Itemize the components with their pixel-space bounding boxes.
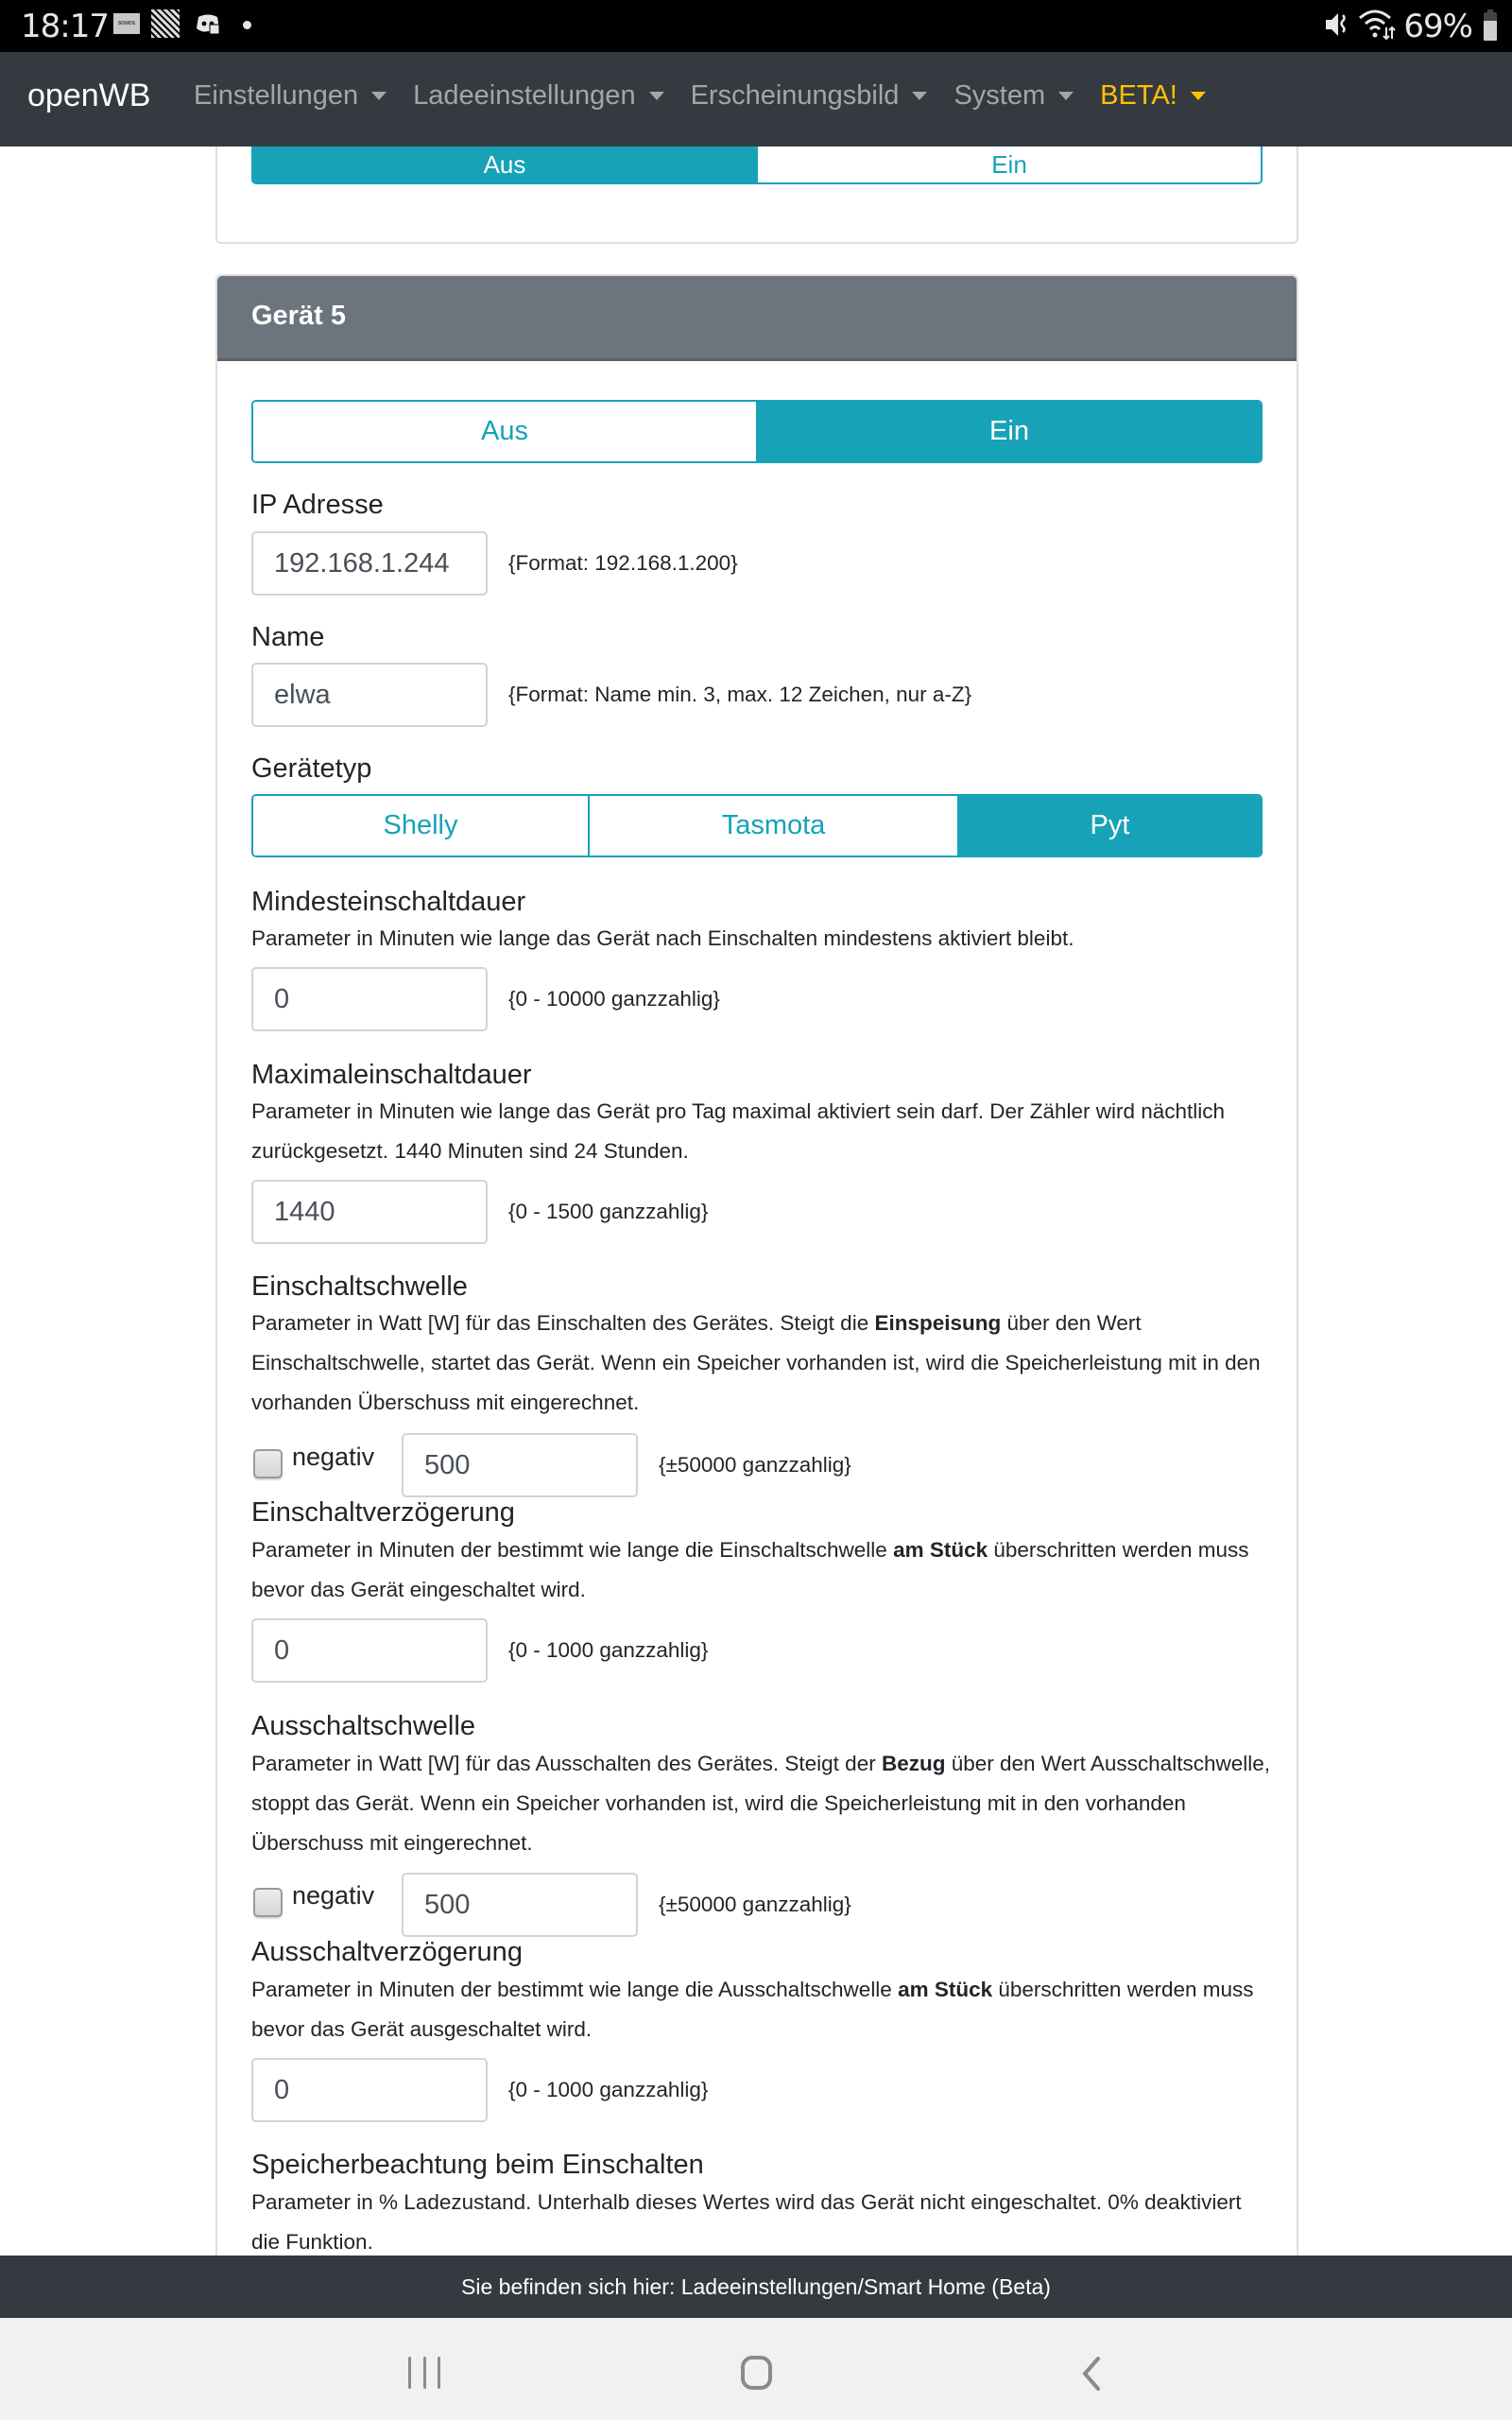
- battery-percent: 69%: [1403, 8, 1472, 45]
- max-on-description: Parameter in Minuten wie lange das Gerät pro Tag maximal aktiviert sein darf. Der Zähler wird nächtlich zurückgesetzt. 1440 Minuten sind 24 Stunden.: [251, 1099, 1226, 1163]
- off-threshold-input[interactable]: 500: [402, 1873, 638, 1937]
- on-threshold-hint: {±50000 ganzzahlig}: [659, 1453, 851, 1477]
- back-icon[interactable]: [1077, 2357, 1106, 2391]
- desc-text: Parameter in Watt [W] für das Einschalten des Gerätes. Steigt die: [251, 1311, 875, 1335]
- card-title: Gerät 5: [251, 301, 346, 331]
- recents-icon[interactable]: [408, 2357, 440, 2389]
- on-threshold-negative-checkbox[interactable]: [253, 1449, 283, 1478]
- previous-device-toggle: [251, 147, 1263, 184]
- min-on-input[interactable]: 0: [251, 967, 488, 1031]
- off-threshold-hint: {±50000 ganzzahlig}: [659, 1893, 851, 1916]
- max-on-input[interactable]: 1440: [251, 1180, 488, 1244]
- type-shelly-button[interactable]: Shelly: [253, 796, 588, 856]
- wifi-icon: [1358, 9, 1396, 45]
- off-threshold-negative-checkbox[interactable]: [253, 1888, 283, 1917]
- toggle-aus-button[interactable]: Aus: [253, 147, 756, 182]
- desc-text: überschritten werden muss bevor das Gerät eingeschaltet wird.: [251, 1538, 1249, 1601]
- on-delay-hint: {0 - 1000 ganzzahlig}: [508, 1638, 709, 1662]
- type-tasmota-button[interactable]: Tasmota: [588, 796, 957, 856]
- nav-item-ladeeinstellungen[interactable]: [413, 80, 663, 112]
- desc-text: Parameter in Minuten der bestimmt wie lange die Ausschaltschwelle: [251, 1978, 899, 2001]
- off-threshold-description: [251, 1744, 1272, 1863]
- device-enable-toggle: [251, 400, 1263, 463]
- on-delay-label: Einschaltverzögerung: [251, 1497, 515, 1528]
- battery-icon: [1484, 12, 1497, 41]
- sonos-icon: SONOS: [113, 13, 140, 34]
- off-delay-description: [251, 1970, 1272, 2049]
- desc-text: Parameter in Minuten der bestimmt wie lange die Einschaltschwelle: [251, 1538, 894, 1562]
- storage-label: Speicherbeachtung beim Einschalten: [251, 2150, 704, 2180]
- nav-item-label: Ladeeinstellungen: [413, 80, 636, 111]
- off-delay-hint: {0 - 1000 ganzzahlig}: [508, 2078, 709, 2101]
- nav-item-beta[interactable]: [1100, 80, 1206, 112]
- nav-item-label: Erscheinungsbild: [690, 80, 900, 111]
- max-on-hint: {0 - 1500 ganzzahlig}: [508, 1200, 709, 1223]
- on-threshold-description: [251, 1304, 1272, 1423]
- caret-down-icon: [1191, 92, 1206, 100]
- on-threshold-negative-label: negativ: [292, 1443, 375, 1471]
- breadcrumb-bar: [0, 2256, 1512, 2318]
- ip-label: IP Adresse: [251, 490, 384, 520]
- toggle-ein-button[interactable]: Ein: [756, 147, 1261, 182]
- nav-item-einstellungen[interactable]: [194, 80, 387, 112]
- caret-down-icon: [371, 92, 387, 100]
- min-on-label: Mindesteinschaltdauer: [251, 887, 526, 917]
- nav-item-label: System: [954, 80, 1046, 111]
- desc-text: über den Wert Einschaltschwelle, startet das Gerät. Wenn ein Speicher vorhanden ist, wird die Speicherleistung mit in den vorhanden Überschuss mit eingerechnet.: [251, 1311, 1261, 1414]
- caret-down-icon: [649, 92, 664, 100]
- desc-text: überschritten werden muss bevor das Gerät ausgeschaltet wird.: [251, 1978, 1254, 2041]
- min-on-hint: {0 - 10000 ganzzahlig}: [508, 987, 720, 1011]
- on-threshold-label: Einschaltschwelle: [251, 1271, 468, 1302]
- on-delay-input[interactable]: 0: [251, 1618, 488, 1683]
- off-threshold-negative-label: negativ: [292, 1881, 375, 1910]
- desc-text: über den Wert Ausschaltschwelle, stoppt das Gerät. Wenn ein Speicher vorhanden ist, wird die Speicherleistung mit in den vorhanden Überschuss mit eingerechnet.: [251, 1752, 1270, 1855]
- caret-down-icon: [912, 92, 927, 100]
- nav-item-label: BETA!: [1100, 80, 1177, 111]
- nav-item-label: Einstellungen: [194, 80, 359, 111]
- toggle-ein-button[interactable]: Ein: [756, 402, 1261, 461]
- breadcrumb: Sie befinden sich hier: Ladeeinstellungen/Smart Home (Beta): [461, 2273, 1051, 2299]
- toggle-aus-button[interactable]: Aus: [253, 402, 756, 461]
- on-delay-description: [251, 1530, 1272, 1610]
- ip-hint: {Format: 192.168.1.200}: [508, 551, 738, 575]
- desc-emphasis: am Stück: [898, 1978, 993, 2001]
- nav-item-system[interactable]: [954, 80, 1074, 112]
- name-hint: {Format: Name min. 3, max. 12 Zeichen, nur a-Z}: [508, 683, 972, 706]
- storage-description: Parameter in % Ladezustand. Unterhalb dieses Wertes wird das Gerät nicht eingeschaltet. 0% deaktiviert die Funktion.: [251, 2190, 1242, 2254]
- min-on-description: Parameter in Minuten wie lange das Gerät nach Einschalten mindestens aktiviert bleibt.: [251, 926, 1074, 950]
- card-header: [217, 276, 1297, 361]
- navbar: [0, 52, 1512, 147]
- desc-emphasis: am Stück: [893, 1538, 988, 1562]
- brand-logo[interactable]: openWB: [27, 78, 151, 113]
- device-type-selector: [251, 794, 1263, 857]
- desc-text: Parameter in Watt [W] für das Ausschalten des Gerätes. Steigt der: [251, 1752, 882, 1775]
- nav-menu: [194, 80, 1232, 112]
- nav-item-erscheinungsbild[interactable]: [691, 80, 928, 112]
- caret-down-icon: [1058, 92, 1074, 100]
- status-time: 18:17: [21, 8, 109, 45]
- off-threshold-label: Ausschaltschwelle: [251, 1711, 475, 1741]
- status-system-icons: [1324, 6, 1497, 47]
- status-bar: [0, 0, 1512, 52]
- home-icon[interactable]: [741, 2356, 772, 2390]
- off-delay-label: Ausschaltverzögerung: [251, 1937, 523, 1967]
- off-delay-input[interactable]: 0: [251, 2058, 488, 2122]
- desc-emphasis: Bezug: [881, 1752, 946, 1775]
- dot-icon: [243, 21, 251, 29]
- android-navigation-bar: [0, 2318, 1512, 2420]
- desc-emphasis: Einspeisung: [874, 1311, 1002, 1335]
- name-input[interactable]: elwa: [251, 663, 488, 727]
- type-pyt-button[interactable]: Pyt: [957, 796, 1261, 856]
- discord-icon: [195, 13, 221, 34]
- ip-input[interactable]: 192.168.1.244: [251, 531, 488, 596]
- mute-icon: [1324, 9, 1350, 44]
- device-type-label: Gerätetyp: [251, 753, 372, 784]
- max-on-label: Maximaleinschaltdauer: [251, 1060, 532, 1090]
- name-label: Name: [251, 622, 325, 652]
- on-threshold-input[interactable]: 500: [402, 1433, 638, 1497]
- image-icon: [151, 9, 180, 38]
